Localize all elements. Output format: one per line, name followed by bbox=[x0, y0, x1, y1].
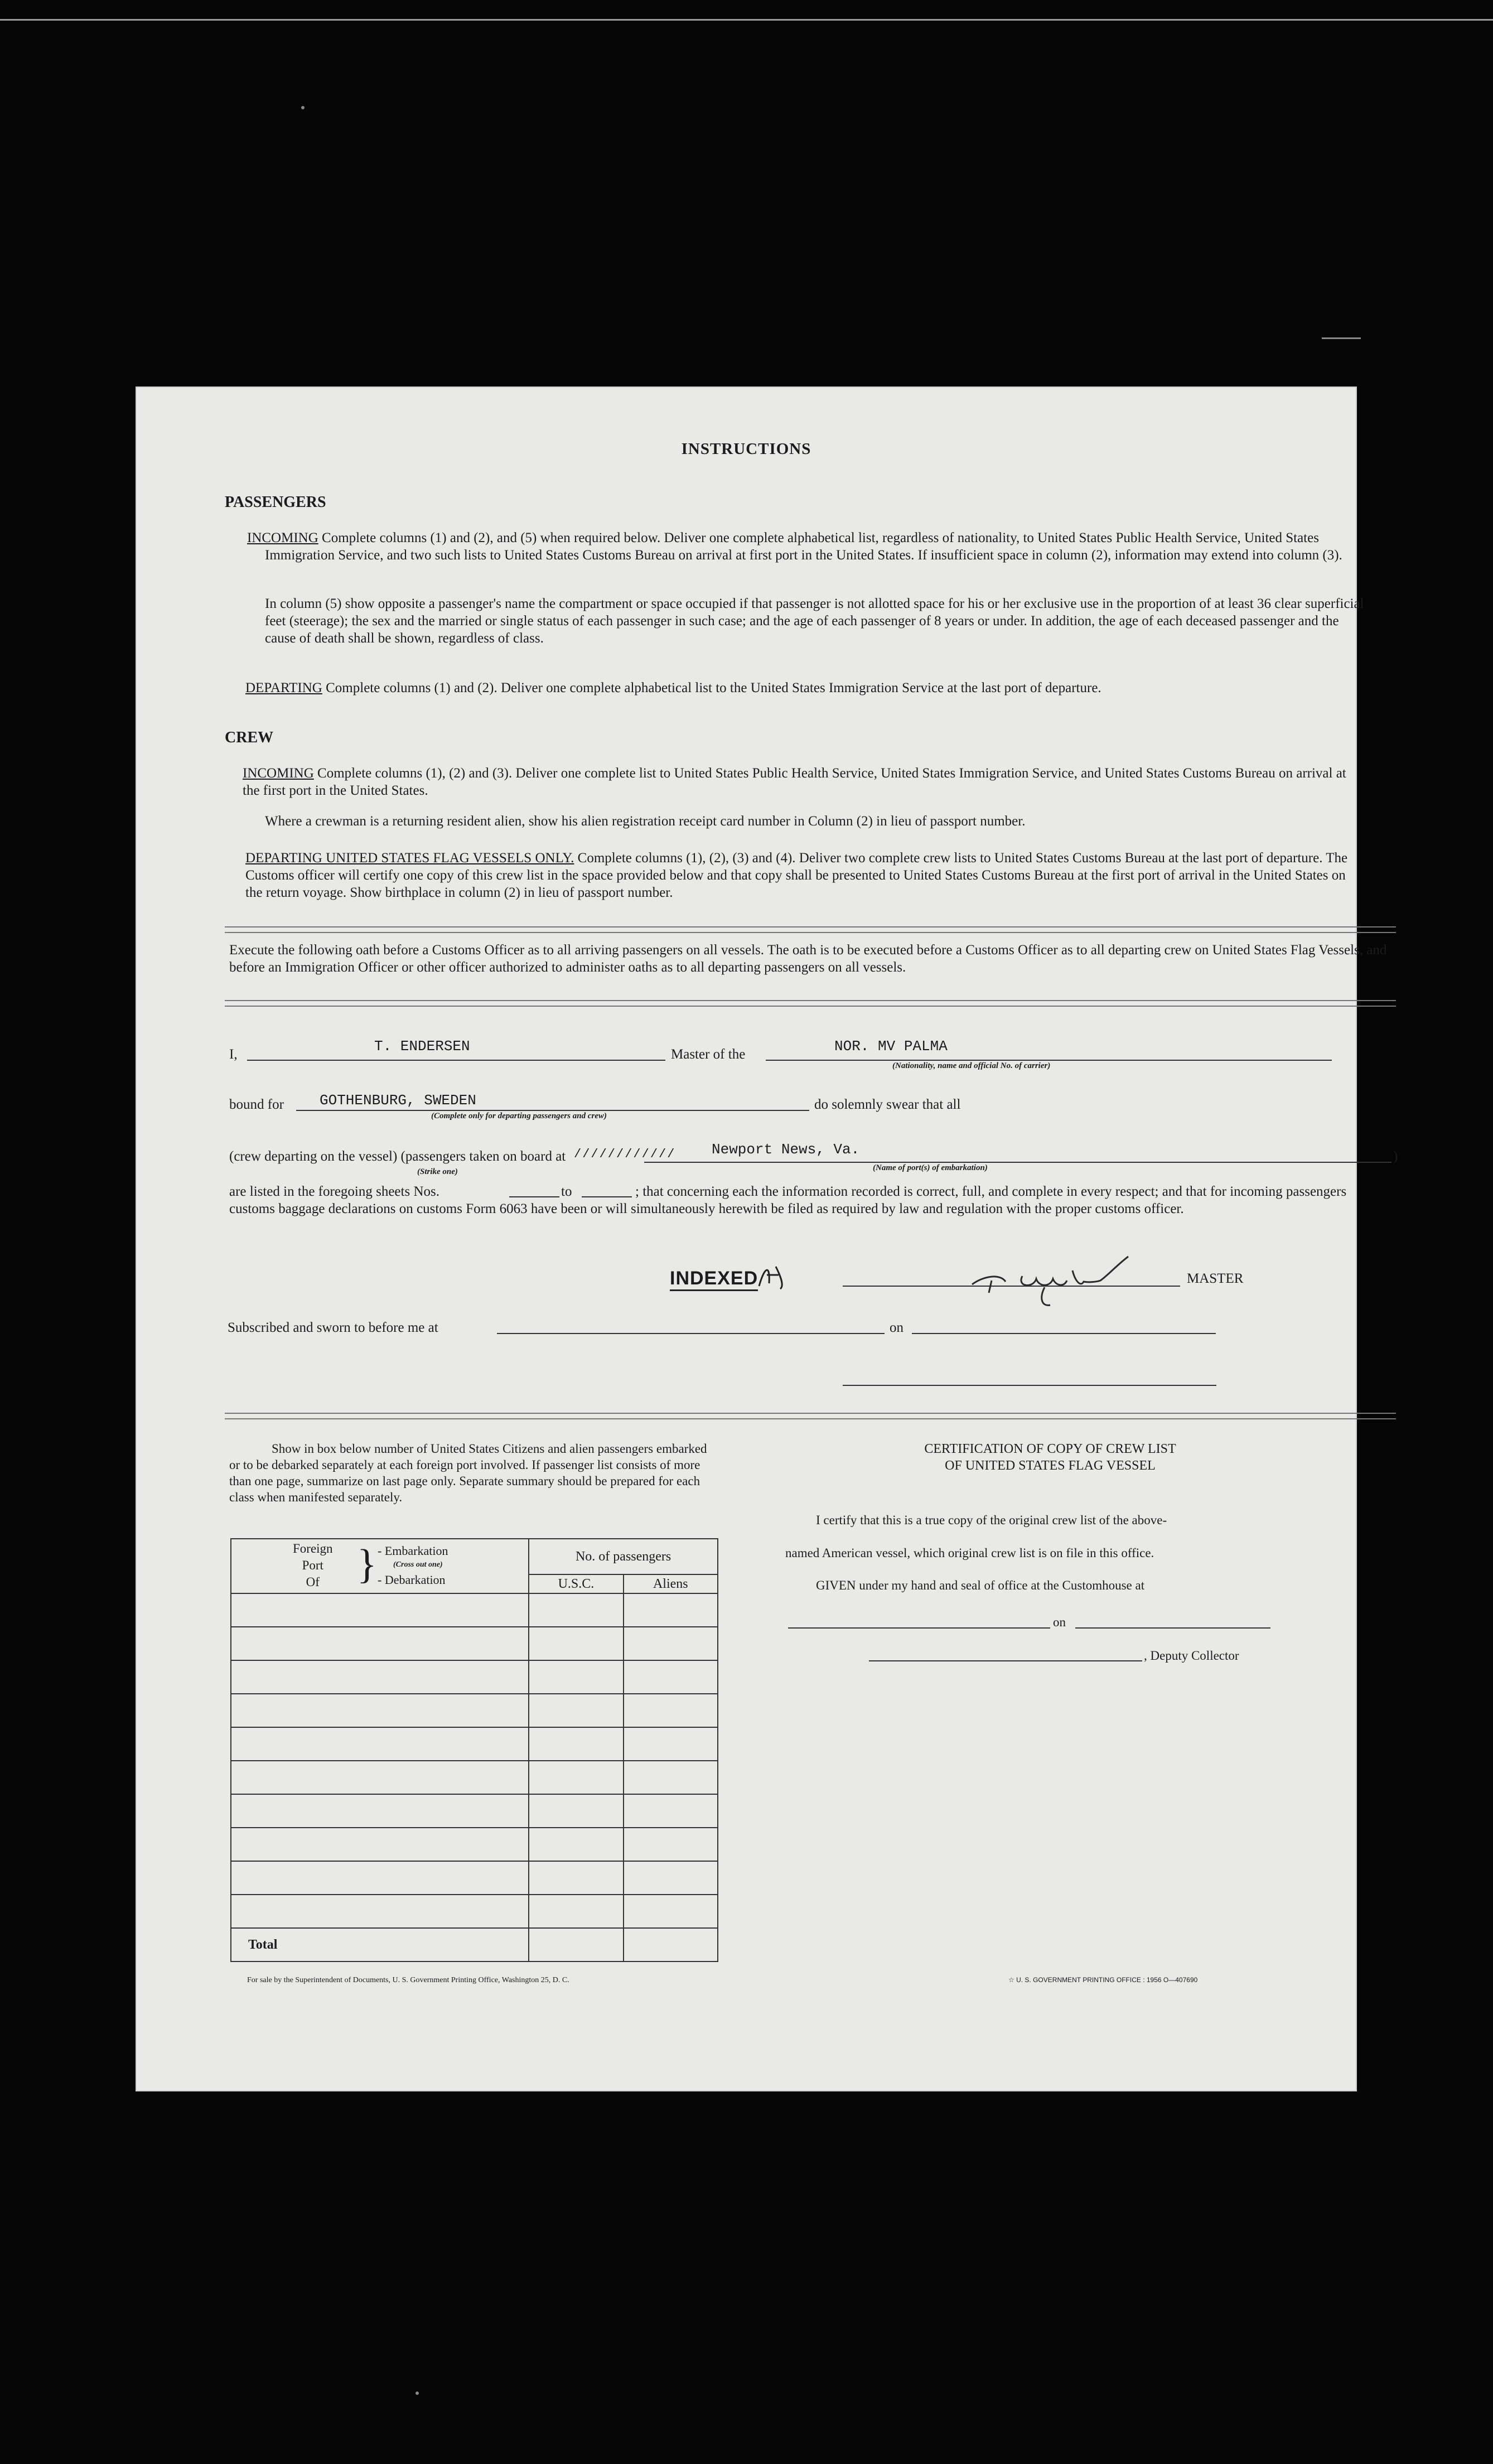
destination-caption: (Complete only for departing passengers and crew) bbox=[431, 1112, 607, 1120]
aliens-cell[interactable] bbox=[624, 1694, 718, 1727]
bound-for-label: bound for bbox=[229, 1097, 284, 1112]
vessel-line bbox=[766, 1060, 1332, 1061]
aliens-cell[interactable] bbox=[624, 1660, 718, 1694]
master-label: MASTER bbox=[1187, 1271, 1244, 1286]
master-signature bbox=[961, 1248, 1151, 1310]
crew-passengers-text bbox=[229, 1147, 676, 1165]
subscribed-date-line bbox=[912, 1333, 1216, 1334]
port-cell[interactable] bbox=[231, 1593, 529, 1627]
usc-header: U.S.C. bbox=[529, 1574, 623, 1593]
master-name-value: T. ENDERSEN bbox=[374, 1038, 470, 1055]
swear-text: do solemnly swear that all bbox=[814, 1097, 961, 1112]
port-caption: (Name of port(s) of embarkation) bbox=[873, 1163, 988, 1172]
embarkation-label: - Embarkation bbox=[378, 1544, 448, 1558]
scan-speck bbox=[415, 2391, 419, 2395]
table-row bbox=[231, 1627, 718, 1660]
section-divider bbox=[225, 1000, 1396, 1007]
table-row bbox=[231, 1861, 718, 1895]
aliens-cell[interactable] bbox=[624, 1727, 718, 1761]
to-label: to bbox=[561, 1184, 572, 1199]
certification-line-2: named American vessel, which original crew list is on file in this office. bbox=[785, 1546, 1154, 1560]
table-row bbox=[231, 1593, 718, 1627]
passengers-departing-label: DEPARTING bbox=[245, 680, 322, 695]
port-cell[interactable] bbox=[231, 1694, 529, 1727]
certification-line-1: I certify that this is a true copy of the original crew list of the above- bbox=[816, 1513, 1167, 1527]
total-label: Total bbox=[231, 1928, 529, 1961]
port-cell[interactable] bbox=[231, 1861, 529, 1895]
table-row bbox=[231, 1828, 718, 1861]
summary-intro: Show in box below number of United States Citizens and alien passengers embarked or to be debarked separately at each foreign port involved. If passenger list consists of more than one page, summarize on last page only. Separate summary should be prepared for each class when manifested separately. bbox=[229, 1442, 707, 1504]
certification-line-3: GIVEN under my hand and seal of office at the Customhouse at bbox=[816, 1578, 1145, 1592]
foreign-port-label bbox=[293, 1540, 333, 1591]
vessel-value: NOR. MV PALMA bbox=[834, 1038, 948, 1055]
page-title: INSTRUCTIONS bbox=[681, 440, 811, 458]
certification-on-label: on bbox=[1053, 1615, 1066, 1629]
deputy-signature-line bbox=[869, 1660, 1142, 1661]
section-heading-passengers: PASSENGERS bbox=[225, 494, 326, 511]
port-value: Newport News, Va. bbox=[712, 1141, 860, 1158]
destination-value: GOTHENBURG, SWEDEN bbox=[320, 1092, 476, 1109]
no-passengers-header: No. of passengers bbox=[529, 1539, 718, 1574]
certification-heading-line-2: OF UNITED STATES FLAG VESSEL bbox=[945, 1458, 1156, 1473]
crew-resident-text: Where a crewman is a returning resident alien, show his alien registration receipt card number in Column (2) in lieu of passport number. bbox=[265, 814, 1026, 829]
subscribed-place-line bbox=[497, 1333, 885, 1334]
usc-cell[interactable] bbox=[529, 1761, 623, 1794]
subscribed-on-label: on bbox=[890, 1320, 903, 1335]
close-paren: ) bbox=[1393, 1149, 1398, 1164]
master-of-label: Master of the bbox=[671, 1047, 746, 1062]
scan-speck bbox=[301, 106, 305, 109]
passenger-summary-table bbox=[230, 1538, 718, 1962]
passengers-departing-block bbox=[245, 679, 1350, 697]
total-usc-cell[interactable] bbox=[529, 1928, 623, 1961]
port-cell[interactable] bbox=[231, 1794, 529, 1828]
port-cell[interactable] bbox=[231, 1660, 529, 1694]
brace-glyph: } bbox=[357, 1542, 377, 1587]
foreign-port-header bbox=[231, 1539, 529, 1593]
usc-cell[interactable] bbox=[529, 1895, 623, 1928]
destination-line bbox=[296, 1110, 809, 1111]
crew-passengers-phrase: (crew departing on the vessel) (passengers taken on board at bbox=[229, 1149, 566, 1164]
aliens-cell[interactable] bbox=[624, 1761, 718, 1794]
document-page bbox=[136, 386, 1398, 2091]
master-name-line bbox=[247, 1060, 665, 1061]
crew-departing-text: Complete columns (1), (2), (3) and (4). Deliver two complete crew lists to United States Customs Bureau at the last port of departure. The Customs officer will certify one copy of this crew list in the space provided below and that copy shall be presented to United States Customs Bureau at the first port of arrival in the United States on the return voyage. Show birthplace in column (2) in lieu of passport number. bbox=[245, 851, 1348, 900]
port-cell[interactable] bbox=[231, 1828, 529, 1861]
section-divider bbox=[225, 926, 1396, 933]
aliens-header: Aliens bbox=[624, 1574, 718, 1593]
port-cell[interactable] bbox=[231, 1761, 529, 1794]
aliens-cell[interactable] bbox=[624, 1895, 718, 1928]
crew-incoming-text: Complete columns (1), (2) and (3). Deliver one complete list to United States Public Health Service, United States Immigration Service, and United States Customs Bureau on arrival at the first port in the United States. bbox=[243, 766, 1346, 798]
certify-text: ; that concerning each the information recorded is correct, full, and complete in every respect; and that for incoming passengers customs baggage declarations on customs Form 6063 have been or will simultaneously herewith be filed as required by law and regulation with the proper customs officer. bbox=[229, 1184, 1347, 1216]
crew-departing-block bbox=[245, 849, 1355, 901]
passengers-column5-text: In column (5) show opposite a passenger's name the compartment or space occupied if that passenger is not allotted space for his or her exclusive use in the proportion of at least 36 clear superficial feet (steerage); the sex and the married or single status of each passenger in such case; and the age of each passenger of 8 years or under. In addition, the age of each deceased passenger and the cause of death shall be shown, regardless of class. bbox=[265, 596, 1364, 646]
aliens-cell[interactable] bbox=[624, 1828, 718, 1861]
passengers-departing-text: Complete columns (1) and (2). Deliver one complete alphabetical list to the United States Immigration Service at the last port of departure. bbox=[326, 680, 1101, 695]
aliens-cell[interactable] bbox=[624, 1593, 718, 1627]
table-row bbox=[231, 1694, 718, 1727]
aliens-cell[interactable] bbox=[624, 1627, 718, 1660]
table-row bbox=[231, 1761, 718, 1794]
usc-cell[interactable] bbox=[529, 1727, 623, 1761]
passengers-incoming-text: Complete columns (1) and (2), and (5) when required below. Deliver one complete alphabetical list, regardless of nationality, to United States Public Health Service, United States Immigration Service, and two such lists to United States Customs Bureau on arrival at first port in the United States. If insufficient space in column (2), information may extend into column (3). bbox=[265, 530, 1342, 563]
section-heading-crew: CREW bbox=[225, 729, 274, 746]
table-row bbox=[231, 1895, 718, 1928]
footer-printing-office: ☆ U. S. GOVERNMENT PRINTING OFFICE : 1956 O—407690 bbox=[1008, 1976, 1198, 1984]
usc-cell[interactable] bbox=[529, 1794, 623, 1828]
port-line bbox=[644, 1162, 1391, 1163]
aliens-cell[interactable] bbox=[624, 1861, 718, 1895]
oath-i-label: I, bbox=[229, 1047, 238, 1062]
port-cell[interactable] bbox=[231, 1627, 529, 1660]
indexed-stamp: INDEXED bbox=[670, 1268, 758, 1291]
of-label: Of bbox=[306, 1575, 320, 1589]
usc-cell[interactable] bbox=[529, 1828, 623, 1861]
usc-cell[interactable] bbox=[529, 1627, 623, 1660]
foreign-label: Foreign bbox=[293, 1542, 333, 1555]
certification-date-line bbox=[1075, 1627, 1270, 1629]
port-label: Port bbox=[302, 1558, 323, 1572]
certification-heading bbox=[849, 1441, 1251, 1474]
scan-speck bbox=[1322, 337, 1361, 339]
officer-signature-line bbox=[843, 1385, 1216, 1386]
debarkation-label: - Debarkation bbox=[378, 1573, 446, 1587]
usc-cell[interactable] bbox=[529, 1660, 623, 1694]
table-row bbox=[231, 1794, 718, 1828]
vessel-caption: (Nationality, name and official No. of carrier) bbox=[892, 1061, 1051, 1070]
port-cell[interactable] bbox=[231, 1727, 529, 1761]
port-cell[interactable] bbox=[231, 1895, 529, 1928]
certification-place-line bbox=[788, 1627, 1050, 1629]
footer-sale-notice: For sale by the Superintendent of Documents, U. S. Government Printing Office, Washington 25, D. C. bbox=[247, 1976, 569, 1984]
certification-heading-line-1: CERTIFICATION OF COPY OF CREW LIST bbox=[924, 1442, 1176, 1456]
crew-departing-label: DEPARTING UNITED STATES FLAG VESSELS ONLY. bbox=[245, 851, 574, 866]
usc-cell[interactable] bbox=[529, 1694, 623, 1727]
sheets-label: are listed in the foregoing sheets Nos. bbox=[229, 1184, 439, 1199]
cross-out-label: (Cross out one) bbox=[393, 1560, 443, 1569]
aliens-cell[interactable] bbox=[624, 1794, 718, 1828]
section-divider bbox=[225, 1413, 1396, 1419]
crew-incoming-block bbox=[243, 765, 1352, 799]
handwritten-initials bbox=[753, 1261, 793, 1294]
oath-instruction-text: Execute the following oath before a Customs Officer as to all arriving passengers on all vessels. The oath is to be executed before a Customs Officer as to all departing crew on United States Flag Vessels, and before an Immigration Officer or other officer authorized to administer oaths as to all departing passengers on all vessels. bbox=[229, 943, 1387, 975]
usc-cell[interactable] bbox=[529, 1593, 623, 1627]
passengers-incoming-block bbox=[247, 529, 1378, 564]
deputy-collector-label: , Deputy Collector bbox=[1144, 1649, 1239, 1663]
top-border-line bbox=[0, 19, 1493, 21]
subscribed-label: Subscribed and sworn to before me at bbox=[228, 1320, 438, 1335]
table-row bbox=[231, 1660, 718, 1694]
usc-cell[interactable] bbox=[529, 1861, 623, 1895]
strike-caption: (Strike one) bbox=[417, 1167, 458, 1176]
crew-incoming-label: INCOMING bbox=[243, 766, 314, 781]
passengers-incoming-label: INCOMING bbox=[247, 530, 318, 545]
table-row bbox=[231, 1727, 718, 1761]
strike-through-mark: //////////// bbox=[574, 1147, 676, 1161]
total-aliens-cell[interactable] bbox=[624, 1928, 718, 1961]
